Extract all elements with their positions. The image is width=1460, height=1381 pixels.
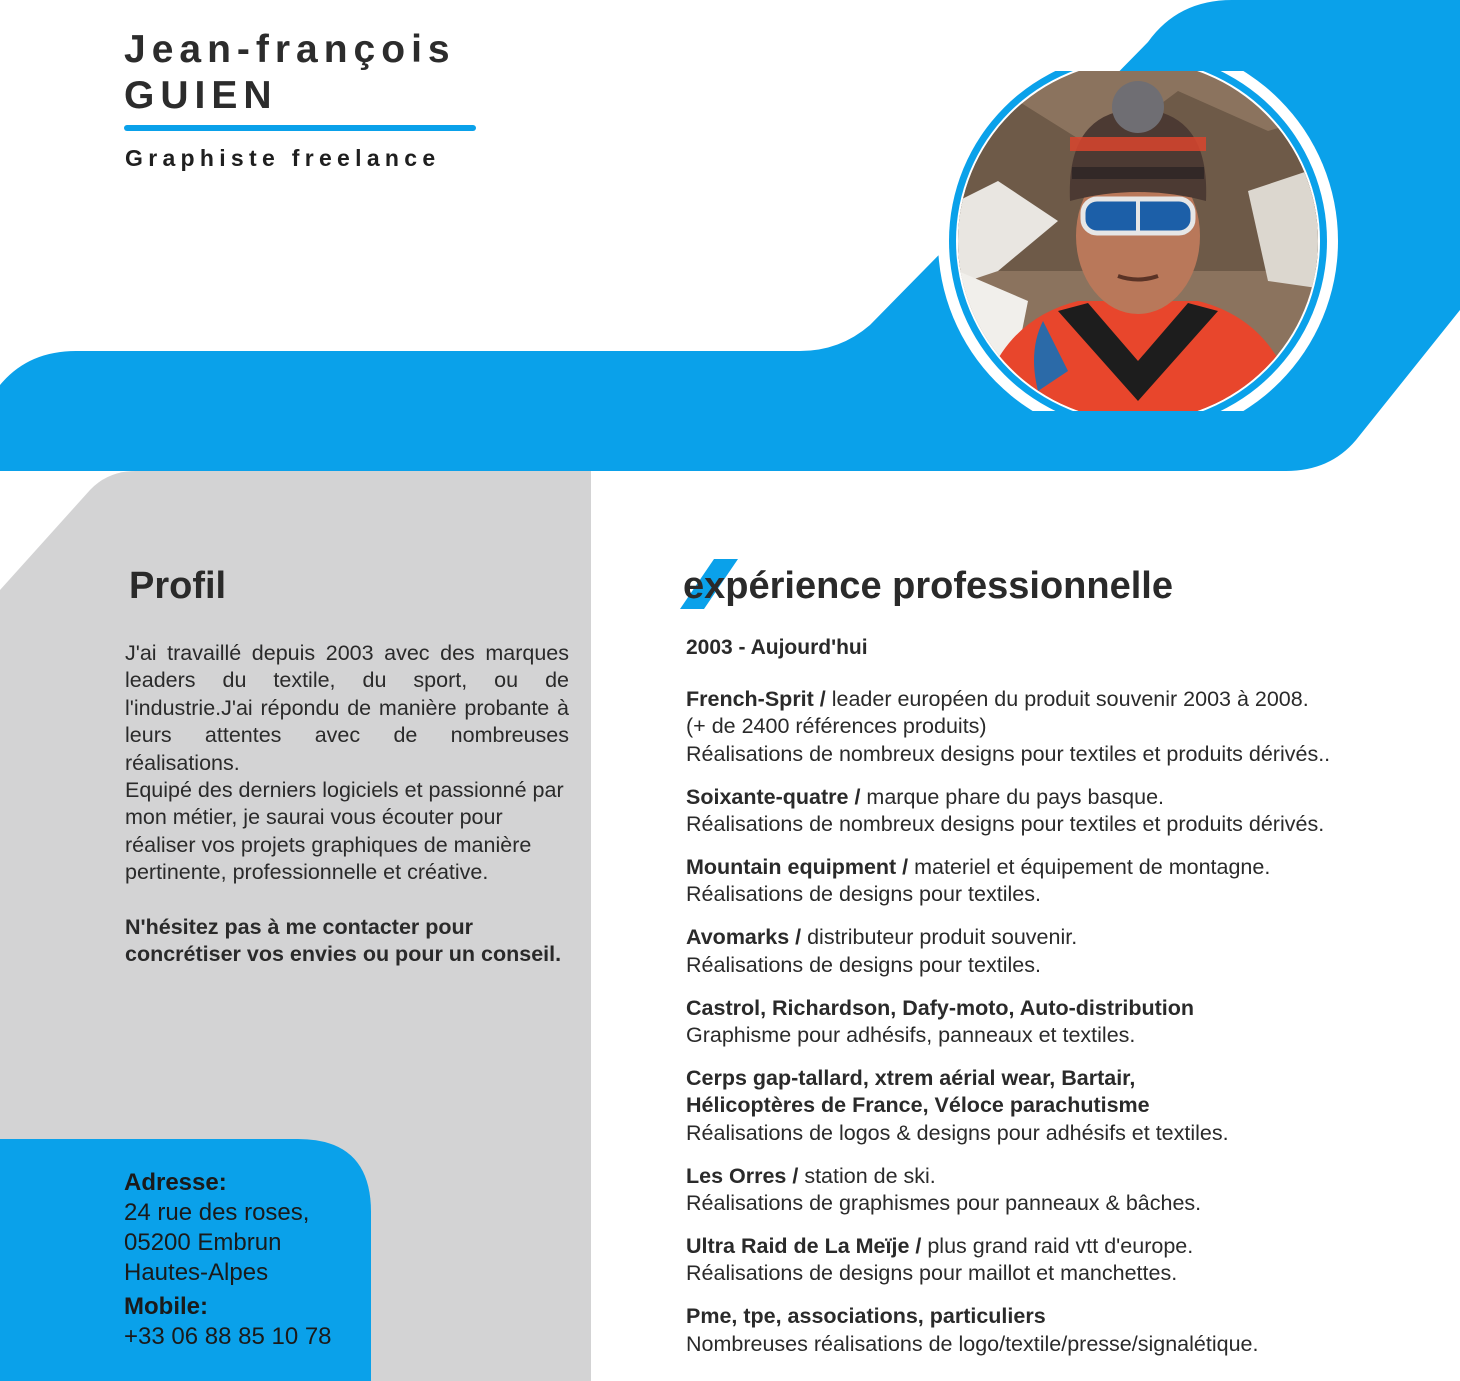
profil-title: Profil: [129, 565, 227, 607]
experience-company: Castrol, Richardson, Dafy-moto, Auto-distribution: [686, 995, 1195, 1020]
profil-body: [125, 640, 569, 968]
experience-period: 2003 - Aujourd'hui: [686, 636, 868, 659]
experience-item: [686, 1233, 1426, 1288]
experience-detail: Graphisme pour adhésifs, panneaux et textiles.: [686, 1023, 1136, 1048]
experience-item: [686, 924, 1426, 979]
portrait-photo: [938, 71, 1338, 411]
experience-item: [686, 1065, 1426, 1147]
experience-description: leader européen du produit souvenir 2003 à 2008.: [825, 687, 1309, 711]
experience-company: Cerps gap-tallard, xtrem aérial wear, Bartair,: [686, 1065, 1136, 1090]
experience-company: Ultra Raid de La Meïje /: [686, 1234, 922, 1258]
address-line: Hautes-Alpes: [124, 1259, 269, 1286]
experience-description: station de ski.: [798, 1163, 936, 1188]
experience-company: Mountain equipment /: [686, 855, 909, 880]
experience-title: expérience professionnelle: [683, 565, 1173, 607]
profil-cta: N'hésitez pas à me contacter pour concrétiser vos envies ou pour un conseil.: [125, 914, 562, 967]
experience-description: materiel et équipement de montagne.: [908, 855, 1271, 880]
experience-list: [686, 686, 1426, 1374]
mobile-label: Mobile:: [124, 1293, 208, 1320]
experience-detail: Réalisations de designs pour textiles.: [686, 952, 1041, 977]
experience-detail: Réalisations de graphismes pour panneaux & bâches.: [686, 1191, 1202, 1216]
experience-detail: Réalisations de designs pour maillot et manchettes.: [686, 1261, 1178, 1286]
experience-detail: Réalisations de designs pour textiles.: [686, 882, 1041, 907]
experience-detail: Réalisations de logos & designs pour adhésifs et textiles.: [686, 1120, 1229, 1145]
experience-description: plus grand raid vtt d'europe.: [921, 1234, 1194, 1258]
experience-detail: (+ de 2400 références produits): [686, 714, 987, 739]
last-name: GUIEN: [124, 74, 278, 117]
experience-description: distributeur produit souvenir.: [801, 925, 1078, 950]
experience-item: [686, 784, 1426, 839]
experience-company: Les Orres /: [686, 1163, 799, 1188]
experience-company: Soixante-quatre /: [686, 784, 861, 809]
experience-detail: Réalisations de nombreux designs pour textiles et produits dérivés..: [686, 741, 1331, 766]
job-title: Graphiste freelance: [125, 145, 441, 171]
mobile-number: +33 06 88 85 10 78: [124, 1323, 332, 1350]
experience-company: Pme, tpe, associations, particuliers: [686, 1304, 1046, 1329]
experience-item: [686, 1303, 1426, 1358]
address-line: 24 rue des roses,: [124, 1199, 310, 1226]
experience-company: Hélicoptères de France, Véloce parachutisme: [686, 1093, 1150, 1118]
address-line: 05200 Embrun: [124, 1229, 282, 1256]
experience-company: Avomarks /: [686, 925, 802, 950]
experience-company: French-Sprit /: [686, 687, 826, 711]
experience-item: [686, 1163, 1426, 1218]
experience-detail: Nombreuses réalisations de logo/textile/presse/signalétique.: [686, 1331, 1259, 1356]
address-label: Adresse:: [124, 1169, 227, 1196]
experience-item: [686, 854, 1426, 909]
experience-description: marque phare du pays basque.: [860, 784, 1165, 809]
experience-detail: Réalisations de nombreux designs pour textiles et produits dérivés.: [686, 812, 1325, 837]
contact-block: [124, 1168, 364, 1352]
name-underline: [124, 125, 476, 131]
experience-item: [686, 995, 1426, 1050]
experience-item: [686, 686, 1426, 768]
profil-paragraph-2: Equipé des derniers logiciels et passionné par mon métier, je saurai vous écouter pour réaliser vos projets graphiques de manière pertinente, professionnelle et créative.: [125, 778, 564, 885]
profil-paragraph-1: J'ai travaillé depuis 2003 avec des marques leaders du textile, du sport, ou de l'industrie.J'ai répondu de manière probante à leurs attentes avec de nombreuses réalisations.: [125, 641, 569, 775]
first-name: Jean-françois: [124, 28, 456, 71]
